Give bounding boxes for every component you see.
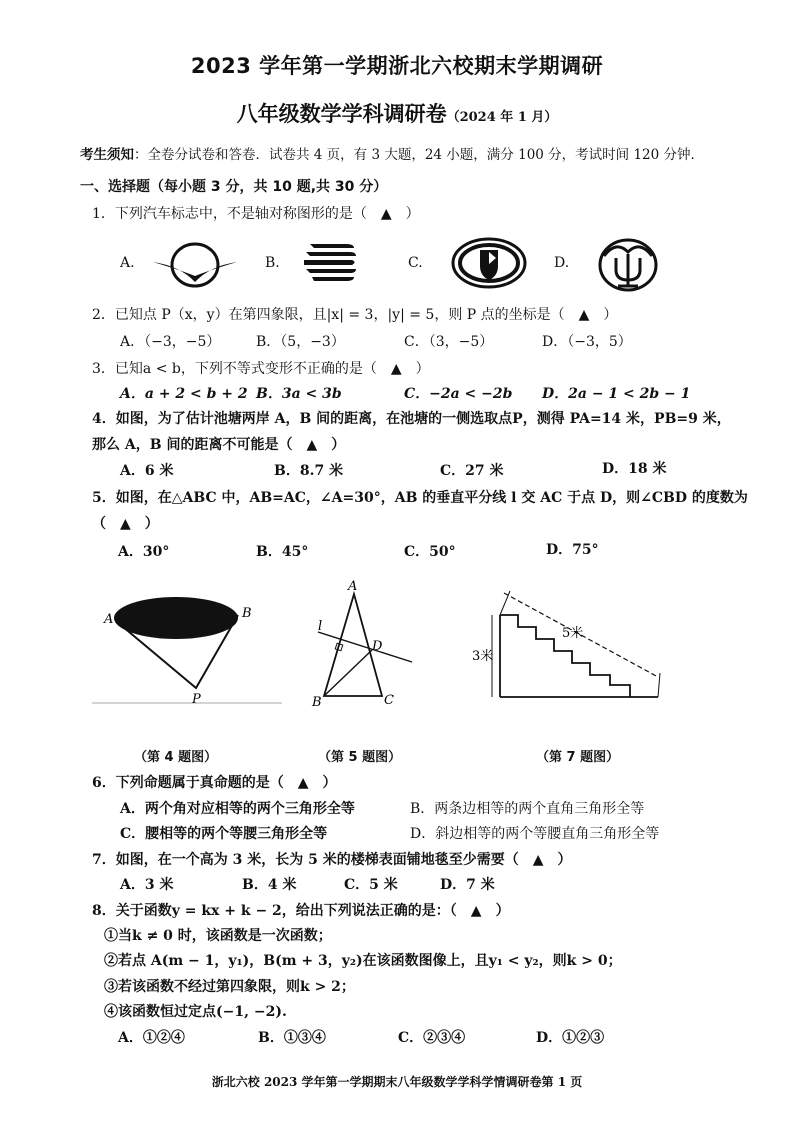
q7-stem: 7．如图，在一个高为 3 米，长为 5 米的楼梯表面铺地毯至少需要（ ▲ ） [92, 852, 572, 868]
q4-stem-line2: 那么 A，B 间的距离不可能是（ ▲ ） [92, 437, 346, 453]
q2-option-c: C．（3，−5） [404, 334, 494, 350]
stacked-bars-logo-icon [300, 238, 360, 288]
q2-option-a: A．（−3，−5） [120, 334, 221, 350]
fig4-label-a: A [104, 612, 114, 627]
q1-option-a: A. [120, 255, 135, 271]
q4-option-b: B．8.7 米 [274, 463, 344, 479]
q4-option-c: C．27 米 [440, 463, 504, 479]
q4-option-a: A．6 米 [120, 463, 174, 479]
q8-statement-3: ③若该函数不经过第四象限，则k > 2； [104, 979, 355, 995]
fig4-label-b: B [242, 606, 252, 621]
q8-statement-1: ①当k ≠ 0 时，该函数是一次函数； [104, 928, 332, 944]
q3-option-d: D．2a − 1 < 2b − 1 [542, 386, 691, 402]
fig7-label-length: 5米 [562, 626, 584, 641]
q4-option-d: D．18 米 [602, 461, 667, 477]
q6-option-b: B．两条边相等的两个直角三角形全等 [410, 801, 645, 817]
q6-stem: 6．下列命题属于真命题的是（ ▲ ） [92, 775, 337, 791]
q7-option-a: A．3 米 [120, 877, 174, 893]
q5-option-c: C．50° [404, 544, 456, 560]
q6-option-a: A．两个角对应相等的两个三角形全等 [120, 801, 355, 817]
q8-stem: 8．关于函数y = kx + k − 2，给出下列说法正确的是：（ ▲ ） [92, 903, 510, 919]
fig5-label-c: C [384, 693, 394, 708]
q2-option-d: D．（−3，5） [542, 334, 632, 350]
q3-option-c: C．−2a < −2b [404, 386, 513, 402]
winged-ring-logo-icon [150, 240, 240, 290]
q1-option-d: D. [554, 255, 570, 271]
figure-4-pond [92, 585, 282, 710]
q6-option-d: D．斜边相等的两个等腰直角三角形全等 [410, 826, 660, 842]
fig7-label-height: 3米 [472, 649, 494, 664]
fig4-label-p: P [192, 692, 201, 707]
fig5-label-b: B [312, 695, 322, 710]
pond-shape [114, 597, 238, 639]
notice-text: ：全卷分试卷和答卷．试卷共 4 页，有 3 大题，24 小题，满分 100 分，考试时间 120 分钟． [134, 147, 705, 163]
q7-option-c: C．5 米 [344, 877, 398, 893]
q8-option-a: A．①②④ [118, 1030, 185, 1046]
q8-option-b: B．①③④ [258, 1030, 326, 1046]
q1-stem: 1．下列汽车标志中，不是轴对称图形的是（ ▲ ） [92, 206, 420, 222]
fig5-label-d: D [372, 639, 383, 654]
q8-option-c: C．②③④ [398, 1030, 466, 1046]
exam-subtitle-line [0, 98, 794, 128]
shield-oval-logo-icon [450, 236, 528, 290]
q8-statement-2: ②若点 A(m − 1，y₁)，B(m + 3，y₂)在该函数图像上，且y₁ < y₂，则k > 0； [104, 953, 622, 969]
exam-date: （2024 年 1 月） [446, 110, 558, 125]
fig4-caption: （第 4 题图） [134, 750, 218, 765]
q2-option-b: B．（5，−3） [256, 334, 345, 350]
q1-option-b: B. [265, 255, 280, 271]
candidate-notice [80, 143, 704, 163]
fig7-caption: （第 7 题图） [536, 750, 620, 765]
fig5-label-a: A [348, 579, 358, 594]
flower-trident-logo-icon [596, 236, 660, 294]
exam-subtitle: 八年级数学学科调研卷 [236, 102, 447, 126]
q4-stem-line1: 4．如图，为了估计池塘两岸 A，B 间的距离，在池塘的一侧选取点P，测得 PA=14 米，PB=9 米， [92, 411, 731, 427]
fig5-label-l: l [318, 619, 323, 634]
q8-option-d: D．①②③ [536, 1030, 605, 1046]
q5-stem-line2: （ ▲ ） [92, 516, 159, 532]
q5-option-b: B．45° [256, 544, 309, 560]
q3-stem: 3．已知a < b，下列不等式变形不正确的是（ ▲ ） [92, 361, 430, 377]
q5-stem-line1: 5．如图，在△ABC 中，AB=AC，∠A=30°，AB 的垂直平分线 l 交 AC 于点 D，则∠CBD 的度数为 [92, 490, 748, 506]
figure-5-triangle [304, 578, 414, 713]
fig5-caption: （第 5 题图） [318, 750, 402, 765]
q7-option-b: B．4 米 [242, 877, 297, 893]
section-title: 一、选择题（每小题 3 分，共 10 题,共 30 分） [80, 179, 388, 195]
q6-option-c: C．腰相等的两个等腰三角形全等 [120, 826, 328, 842]
q3-option-b: B．3a < 3b [256, 386, 342, 402]
exam-title: 2023 学年第一学期浙北六校期末学期调研 [190, 54, 604, 78]
q5-option-d: D．75° [546, 542, 599, 558]
page-footer: 浙北六校 2023 学年第一学期期末八年级数学学科学情调研卷第 1 页 [211, 1075, 583, 1089]
q3-option-a: A．a + 2 < b + 2 [120, 386, 248, 402]
q8-statement-4: ④该函数恒过定点(−1, −2). [104, 1004, 287, 1020]
q7-option-d: D．7 米 [440, 877, 495, 893]
q5-option-a: A．30° [118, 544, 170, 560]
q2-stem: 2．已知点 P（x，y）在第四象限，且|x| = 3，|y| = 5，则 P 点的坐标是（ ▲ ） [92, 307, 618, 323]
q1-option-c: C. [408, 255, 423, 271]
figure-7-staircase [470, 585, 670, 710]
notice-label: 考生须知 [80, 147, 134, 163]
